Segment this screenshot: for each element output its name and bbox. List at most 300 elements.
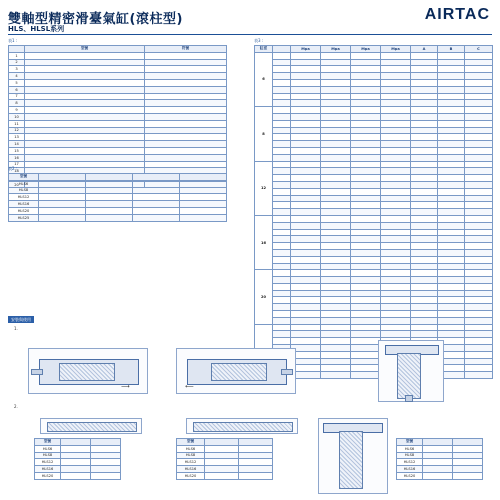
table3-cell (291, 331, 321, 338)
table3-cell (351, 263, 381, 270)
table-row (9, 113, 227, 120)
table3-cell (411, 66, 438, 73)
table1-cell: 15 (9, 147, 25, 154)
table2-cell: HLS12 (9, 194, 39, 201)
table3-cell (381, 256, 411, 263)
table3-cell (465, 243, 493, 250)
table3-cell (438, 229, 465, 236)
table1-cell: 11 (9, 120, 25, 127)
table3-cell (465, 351, 493, 358)
table3-cell (321, 52, 351, 59)
table2-caption: 表2 : (8, 166, 18, 171)
arrow-icon: ⟵ (185, 383, 194, 390)
table3-cell (273, 324, 291, 331)
bottom-right-cell (453, 459, 483, 466)
table3-cell (351, 331, 381, 338)
table3-cell (351, 66, 381, 73)
table3-cell (291, 290, 321, 297)
table3-cell (411, 86, 438, 93)
table3-cell (438, 66, 465, 73)
table3-cell (321, 113, 351, 120)
table3-cell (465, 263, 493, 270)
table3-cell (411, 222, 438, 229)
table3-cell (465, 256, 493, 263)
table-row (255, 209, 493, 216)
table1-cell (25, 100, 145, 107)
table3-cell (291, 270, 321, 277)
table3-cell (438, 331, 465, 338)
table3-cell (438, 277, 465, 284)
bottom-left-cell: HLS6 (35, 445, 61, 452)
table3-cell (291, 277, 321, 284)
table3-cell (273, 113, 291, 120)
table3-cell (381, 134, 411, 141)
vertical-cylinder (397, 353, 421, 399)
bottom-middle-cell (239, 466, 273, 473)
table2-cell (133, 194, 180, 201)
arrow-icon: ⟶ (121, 383, 130, 390)
table1-cell (25, 66, 145, 73)
table1-cell (25, 52, 145, 59)
table-row (9, 93, 227, 100)
table3-cell (465, 372, 493, 379)
bottom-middle-cell (205, 466, 239, 473)
table-row (9, 52, 227, 59)
table3-cell (465, 222, 493, 229)
table1-cell (145, 127, 227, 134)
table3-cell (321, 345, 351, 352)
table2-cell (180, 194, 227, 201)
table3-cell (465, 236, 493, 243)
bottom-right-cell: HLS6 (397, 445, 423, 452)
table3-cell (291, 73, 321, 80)
table-row (397, 452, 483, 459)
table-row (255, 236, 493, 243)
table3-cell (291, 175, 321, 182)
table3-cell (411, 120, 438, 127)
bottom-middle-cell: HLS8 (177, 452, 205, 459)
table3-cell (411, 154, 438, 161)
table3-cell (465, 365, 493, 372)
table3-cell (411, 161, 438, 168)
table3-cell (321, 283, 351, 290)
table3-cell (351, 93, 381, 100)
table2-header-cell: 型號 (9, 174, 39, 181)
table-row (255, 154, 493, 161)
table-row (255, 270, 493, 277)
table-row (255, 283, 493, 290)
bottom-middle-cell (205, 445, 239, 452)
table1-cell (145, 66, 227, 73)
vertical-cylinder (339, 431, 363, 489)
table3-cell (273, 120, 291, 127)
table3-cell (438, 73, 465, 80)
table3-cell (291, 263, 321, 270)
table3-cell (321, 290, 351, 297)
lower-figure-1 (40, 418, 142, 434)
table3-cell (321, 236, 351, 243)
table3-cell (351, 351, 381, 358)
table1-cell (25, 86, 145, 93)
table3-cell (438, 127, 465, 134)
table2-cell (39, 201, 86, 208)
table3-cell (381, 324, 411, 331)
table3-cell (438, 188, 465, 195)
table3-cell (465, 73, 493, 80)
table3-header-cell: A (411, 46, 438, 53)
table1-cell (145, 141, 227, 148)
piston-rod (281, 369, 293, 375)
table3-cell (381, 297, 411, 304)
table3-cell (291, 209, 321, 216)
table3-cell (273, 277, 291, 284)
table3-cell (411, 73, 438, 80)
table3-cell (321, 79, 351, 86)
table3-cell (465, 188, 493, 195)
table3-cell (273, 79, 291, 86)
table3-cell (321, 86, 351, 93)
table3-cell (411, 79, 438, 86)
bottom-left-cell (61, 459, 91, 466)
table3-cell (291, 311, 321, 318)
table3-cell (381, 195, 411, 202)
table3-cell (411, 317, 438, 324)
table3-cell (351, 304, 381, 311)
install-step-2: 2. (14, 404, 18, 409)
table2-header-cell (180, 174, 227, 181)
table3-cell (351, 236, 381, 243)
table-row (35, 466, 121, 473)
table3-cell (465, 66, 493, 73)
table3-cell (273, 195, 291, 202)
table2-section (8, 166, 226, 222)
table3-cell (465, 311, 493, 318)
table3-cell (438, 209, 465, 216)
table3-cell (351, 209, 381, 216)
table-row (255, 147, 493, 154)
bore-size-cell: 12 (255, 161, 273, 215)
table3-cell (321, 168, 351, 175)
table3-cell (291, 236, 321, 243)
table1-cell (25, 127, 145, 134)
table3-cell (438, 195, 465, 202)
table3-cell (291, 100, 321, 107)
table3-cell (465, 52, 493, 59)
table-row (255, 188, 493, 195)
table3-cell (321, 66, 351, 73)
table3-cell (273, 202, 291, 209)
table3-cell (291, 181, 321, 188)
table-row (9, 194, 227, 201)
table3-cell (321, 297, 351, 304)
table2-cell (86, 180, 133, 187)
piston-rod (31, 369, 43, 375)
table1-cell: 14 (9, 141, 25, 148)
table-row (35, 445, 121, 452)
table3-cell (291, 86, 321, 93)
table2-header-cell (39, 174, 86, 181)
load-table (8, 173, 227, 222)
table-row (9, 141, 227, 148)
bottom-left-cell: HLS12 (35, 459, 61, 466)
table3-cell (381, 243, 411, 250)
table-row (255, 66, 493, 73)
lower-figure-2 (186, 418, 298, 434)
bottom-left-cell (61, 472, 91, 479)
bottom-left-header-cell (91, 439, 121, 446)
table1-cell (25, 79, 145, 86)
table-row (9, 127, 227, 134)
table3-cell (291, 215, 321, 222)
table3-cell (321, 256, 351, 263)
table3-cell (381, 66, 411, 73)
table3-cell (351, 141, 381, 148)
bore-size-cell: 6 (255, 52, 273, 106)
bottom-right-cell (423, 472, 453, 479)
table3-cell (321, 100, 351, 107)
brand-logo: AIRTAC (424, 6, 490, 23)
table3-cell (381, 147, 411, 154)
slide-rail (47, 422, 137, 432)
table3-cell (291, 52, 321, 59)
header-divider (8, 34, 492, 35)
table-row (255, 59, 493, 66)
table3-cell (351, 202, 381, 209)
table2-header-cell (133, 174, 180, 181)
table3-cell (411, 256, 438, 263)
table2-cell: HLS8 (9, 187, 39, 194)
bottom-middle-cell (205, 452, 239, 459)
table3-cell (321, 249, 351, 256)
table3-cell (351, 283, 381, 290)
table3-cell (411, 100, 438, 107)
table3-cell (381, 59, 411, 66)
table-row (255, 73, 493, 80)
table3-cell (291, 297, 321, 304)
table1-cell: 7 (9, 93, 25, 100)
bottom-left-cell (91, 459, 121, 466)
table3-cell (438, 317, 465, 324)
table3-cell (465, 297, 493, 304)
table3-cell (321, 134, 351, 141)
bore-size-cell: 20 (255, 270, 273, 324)
bottom-table-middle (176, 438, 273, 480)
table3-cell (273, 141, 291, 148)
table3-cell (291, 154, 321, 161)
table-row (255, 79, 493, 86)
bottom-right-cell: HLS8 (397, 452, 423, 459)
bottom-left-cell (91, 452, 121, 459)
table3-cell (273, 127, 291, 134)
table-row (9, 86, 227, 93)
table1-cell: 17 (9, 161, 25, 168)
table3-cell (438, 161, 465, 168)
table3-cell (321, 317, 351, 324)
table3-cell (321, 195, 351, 202)
install-section-title: 安裝與使用 (8, 316, 34, 323)
bottom-left-header-cell: 型號 (35, 439, 61, 446)
table-row (255, 222, 493, 229)
table3-cell (381, 209, 411, 216)
table-row (255, 249, 493, 256)
table3-cell (351, 372, 381, 379)
table1-cell (25, 93, 145, 100)
table-row (255, 304, 493, 311)
table3-cell (381, 113, 411, 120)
table-row (9, 214, 227, 221)
table1-header-cell (9, 46, 25, 53)
table3-cell (411, 52, 438, 59)
table3-cell (273, 86, 291, 93)
table3-cell (381, 79, 411, 86)
table3-cell (321, 215, 351, 222)
table3-cell (321, 372, 351, 379)
table3-cell (273, 147, 291, 154)
series-subtitle: HLS、HLSL系列 (8, 25, 65, 33)
bottom-right-cell (423, 459, 453, 466)
table3-cell (381, 86, 411, 93)
table3-cell (438, 93, 465, 100)
table3-cell (351, 338, 381, 345)
table-row (9, 66, 227, 73)
table3-cell (291, 66, 321, 73)
table1-cell (145, 59, 227, 66)
table3-cell (321, 209, 351, 216)
table-row (255, 86, 493, 93)
table3-cell (465, 304, 493, 311)
table3-cell (351, 277, 381, 284)
table3-cell (438, 270, 465, 277)
table3-cell (381, 283, 411, 290)
table3-cell (438, 120, 465, 127)
table1-cell (25, 134, 145, 141)
table3-cell (273, 338, 291, 345)
table3-cell (465, 338, 493, 345)
table-row (255, 195, 493, 202)
table3-cell (291, 161, 321, 168)
table3-cell (411, 311, 438, 318)
table3-cell (438, 297, 465, 304)
table2-cell: HLS25 (9, 214, 39, 221)
table1-header-cell: 型號 (25, 46, 145, 53)
table3-cell (465, 168, 493, 175)
table2-cell: HLS6 (9, 180, 39, 187)
table3-cell (351, 73, 381, 80)
table1-cell: 18 (9, 168, 25, 175)
table1-cell (145, 86, 227, 93)
table3-cell (321, 304, 351, 311)
table-row (35, 472, 121, 479)
table3-cell (465, 283, 493, 290)
table3-cell (351, 120, 381, 127)
table1-cell (25, 73, 145, 80)
table3-cell (291, 168, 321, 175)
table3-cell (321, 181, 351, 188)
bottom-middle-cell: HLS16 (177, 466, 205, 473)
table3-cell (411, 215, 438, 222)
mounting-figure-3 (378, 340, 444, 402)
table3-cell (291, 141, 321, 148)
piston-rod (405, 395, 413, 402)
table3-cell (351, 134, 381, 141)
table-row (9, 73, 227, 80)
table3-cell (381, 107, 411, 114)
table-row (255, 52, 493, 59)
table1-cell: 6 (9, 86, 25, 93)
table3-cell (273, 256, 291, 263)
table3-cell (465, 127, 493, 134)
bottom-right-cell (453, 466, 483, 473)
table3-cell (411, 168, 438, 175)
table3-cell (465, 249, 493, 256)
table1-cell: 10 (9, 113, 25, 120)
bottom-right-cell (423, 452, 453, 459)
table3-cell (273, 154, 291, 161)
table3-cell (351, 256, 381, 263)
table1-header-cell: 符號 (145, 46, 227, 53)
table-row (9, 201, 227, 208)
bottom-right-header-cell (453, 439, 483, 446)
table3-cell (381, 93, 411, 100)
table3-cell (321, 222, 351, 229)
table2-cell (133, 214, 180, 221)
table3-cell (321, 141, 351, 148)
table3-cell (465, 181, 493, 188)
bottom-middle-cell (205, 459, 239, 466)
table-row (397, 466, 483, 473)
table3-cell (351, 188, 381, 195)
table3-cell (381, 249, 411, 256)
table3-cell (273, 311, 291, 318)
table3-cell (381, 317, 411, 324)
table3-cell (411, 93, 438, 100)
table1-cell (145, 93, 227, 100)
table3-cell (381, 100, 411, 107)
table-row (255, 93, 493, 100)
bottom-right-cell (453, 472, 483, 479)
page-title: 雙軸型精密滑臺氣缸(滾柱型) (8, 12, 183, 27)
bottom-left-cell (61, 466, 91, 473)
table-row (9, 147, 227, 154)
table-row (9, 187, 227, 194)
slide-rail (193, 422, 293, 432)
install-step-1: 1. (14, 326, 18, 331)
table3-cell (291, 202, 321, 209)
table3-cell (381, 120, 411, 127)
table-row (35, 452, 121, 459)
table3-cell (351, 52, 381, 59)
table3-header-cell: C (465, 46, 493, 53)
table3-cell (438, 100, 465, 107)
table3-cell (411, 243, 438, 250)
table3-cell (411, 202, 438, 209)
table3-cell (438, 202, 465, 209)
table-row (397, 472, 483, 479)
table3-cell (351, 161, 381, 168)
table3-cell (438, 79, 465, 86)
table3-cell (411, 141, 438, 148)
bottom-left-cell: HLS20 (35, 472, 61, 479)
table3-cell (321, 243, 351, 250)
table1-cell: 4 (9, 73, 25, 80)
table2-cell (133, 201, 180, 208)
table3-cell (273, 263, 291, 270)
table-row (9, 100, 227, 107)
table3-cell (273, 249, 291, 256)
table1-cell: 8 (9, 100, 25, 107)
table2-cell (133, 207, 180, 214)
table-row (177, 459, 273, 466)
